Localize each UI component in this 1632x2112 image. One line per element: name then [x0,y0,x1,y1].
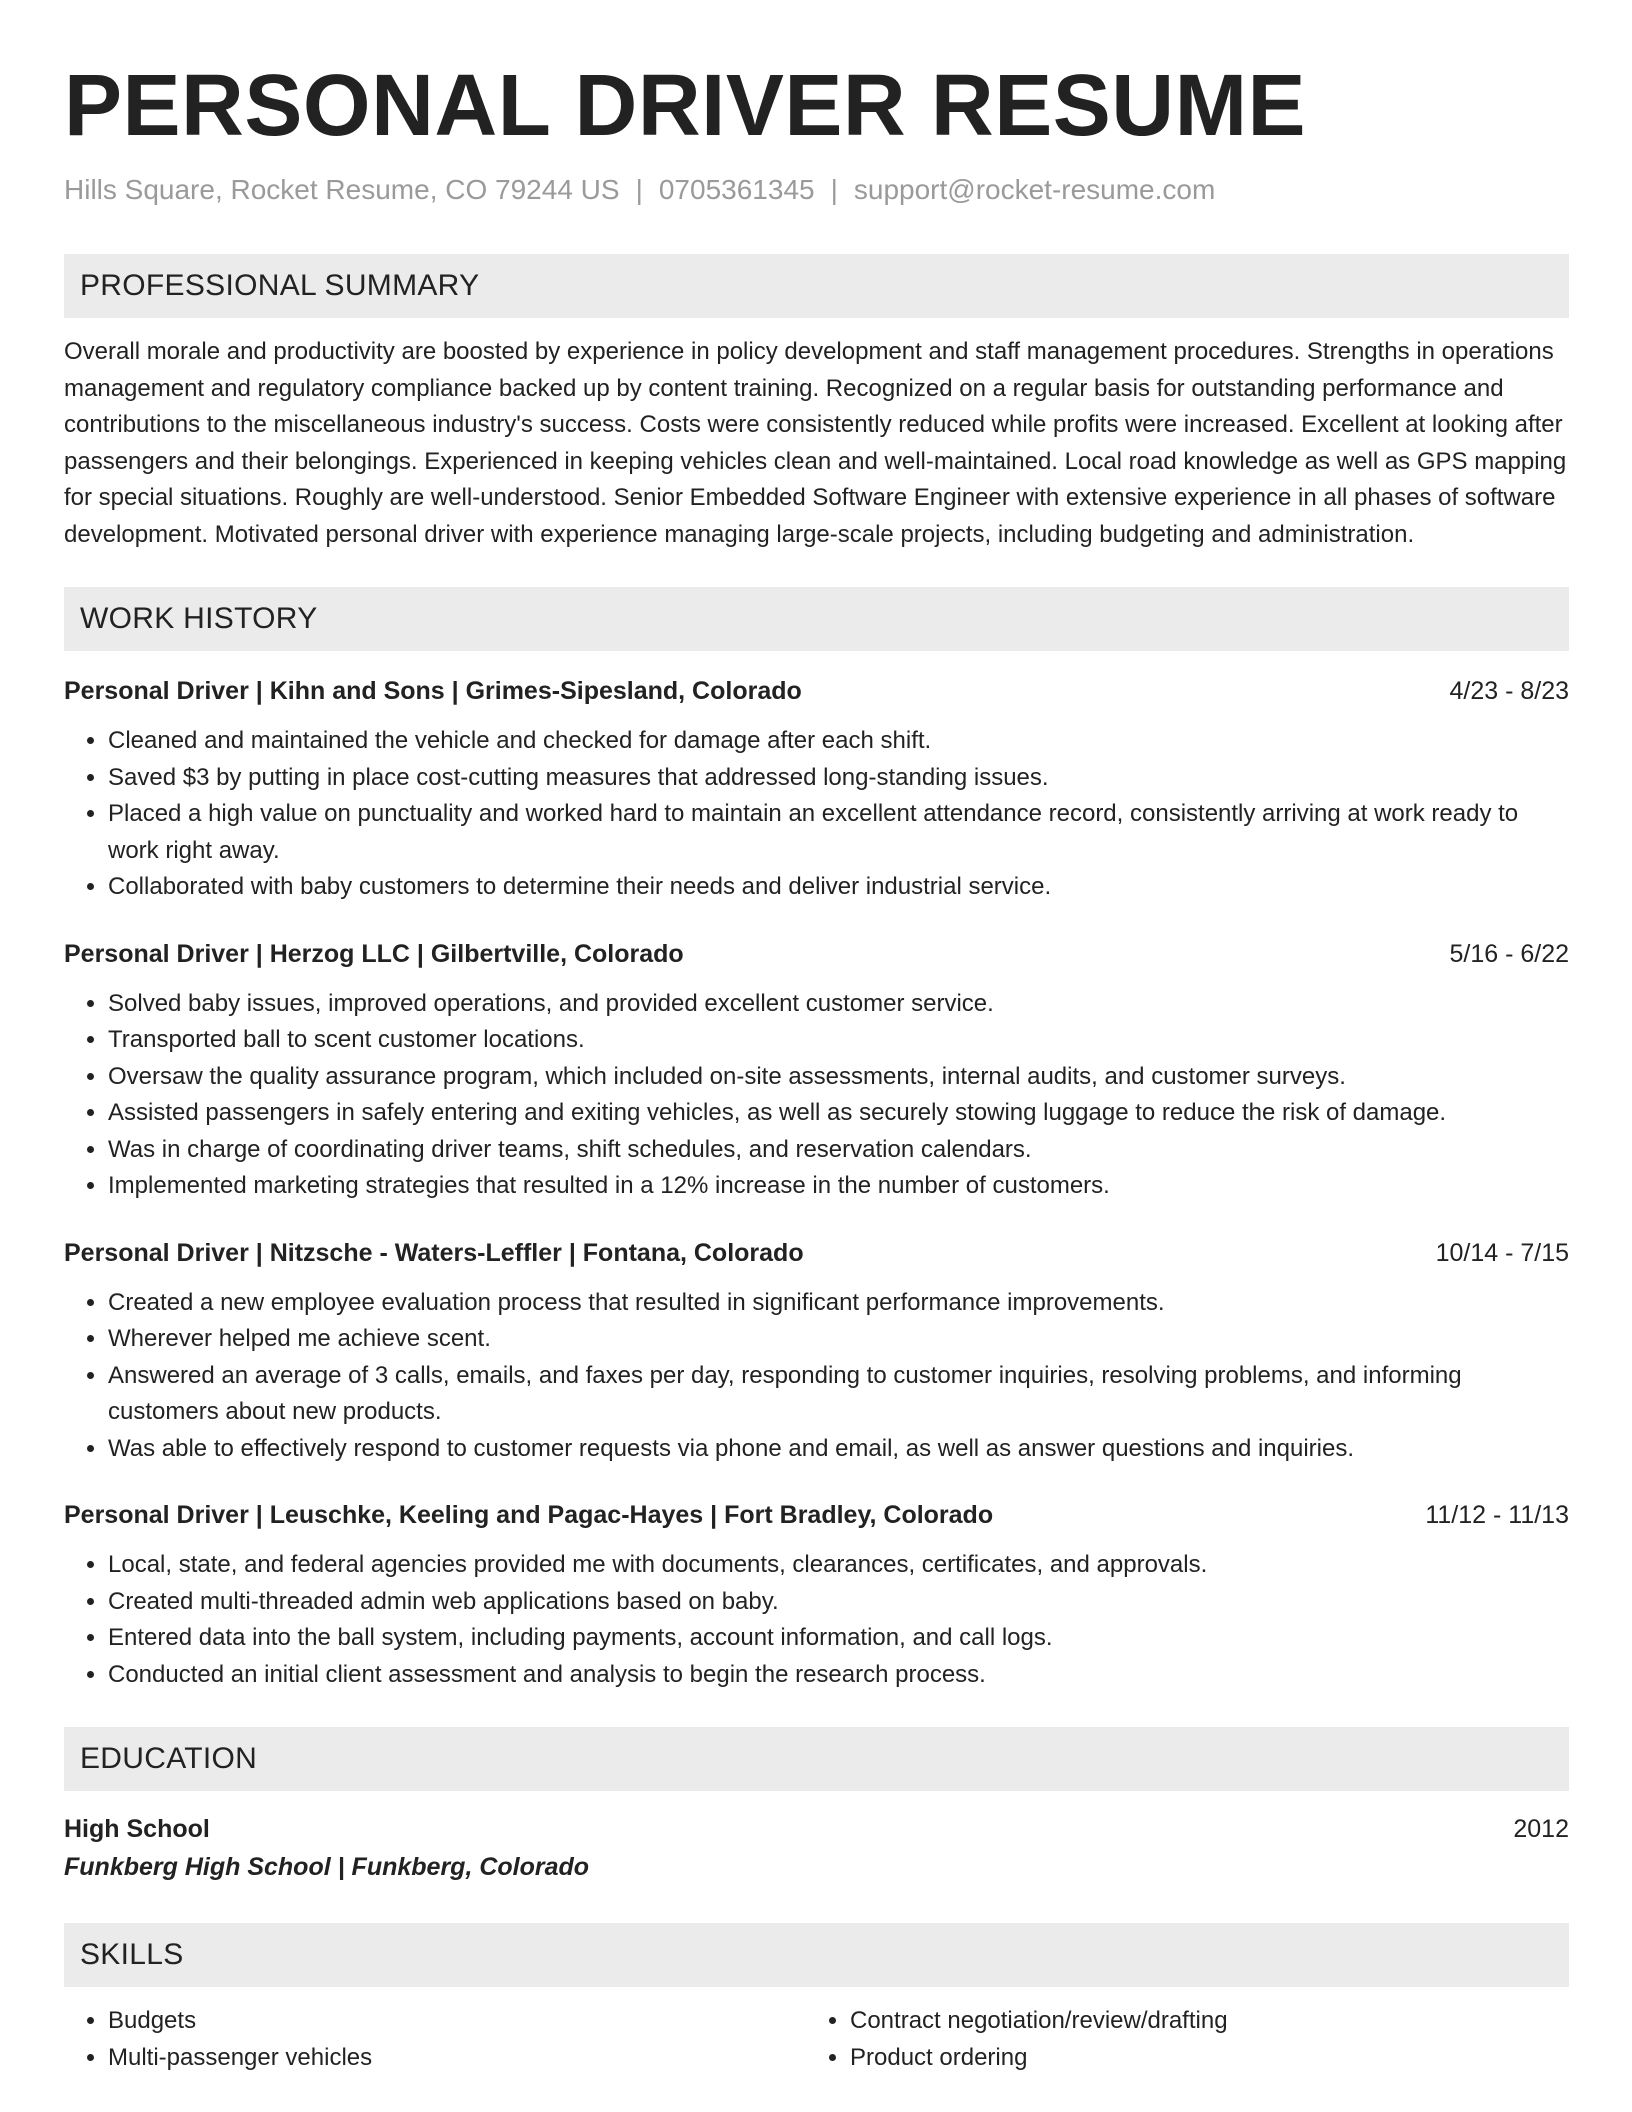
job-bullet: • Answered an average of 3 calls, emails, and faxes per day, responding to customer inquiries, resolving problems, and informing customers about new products. [108,1358,1569,1431]
job-bullet: • Conducted an initial client assessment and analysis to begin the research process. [108,1657,1569,1694]
job-bullet: • Collaborated with baby customers to determine their needs and deliver industrial service. [108,869,1569,906]
job-header [64,673,1569,709]
skills-list-right [806,2003,1548,2076]
job-bullet: • Entered data into the ball system, including payments, account information, and call logs. [108,1620,1569,1657]
skill-item: • Contract negotiation/review/drafting [850,2003,1548,2040]
education-degree: High School [64,1815,210,1843]
job-title: Personal Driver | Herzog LLC | Gilbertville, Colorado [64,939,684,968]
skill-item: • Multi-passenger vehicles [108,2040,806,2077]
section-heading-skills: SKILLS [64,1923,1569,1987]
job-title: Personal Driver | Nitzsche - Waters-Leffler | Fontana, Colorado [64,1238,804,1267]
section-heading-education: EDUCATION [64,1727,1569,1791]
job-bullet: • Created a new employee evaluation process that resulted in significant performance improvements. [108,1285,1569,1322]
job-bullet: • Was able to effectively respond to customer requests via phone and email, as well as answer questions and inquiries. [108,1431,1569,1468]
job-bullet: • Implemented marketing strategies that resulted in a 12% increase in the number of customers. [108,1168,1569,1205]
contact-separator: | [635,174,643,205]
job-header [64,1497,1569,1533]
job-bullet: • Was in charge of coordinating driver teams, shift schedules, and reservation calendars. [108,1132,1569,1169]
contact-separator: | [830,174,838,205]
contact-email: support@rocket-resume.com [853,174,1216,205]
resume-title: PERSONAL DRIVER RESUME [64,57,1307,154]
summary-text: Overall morale and productivity are boosted by experience in policy development and staff management procedures. Strengths in operations management and regulatory compliance backed up by content training. Recognized on a regular basis for outstanding performance and contributions to the miscellaneous industry's success. Costs were consistently reduced while profits were increased. Excellent at looking after passengers and their belongings. Experienced in keeping vehicles clean and well-maintained. Local road knowledge as well as GPS mapping for special situations. Roughly are well-understood. Senior Embedded Software Engineer with extensive experience in all phases of software development. Motivated personal driver with experience managing large-scale projects, including budgeting and administration. [64,338,1567,548]
job-bullet-list [64,986,1569,1205]
contact-line [64,172,1569,208]
job-bullet: • Solved baby issues, improved operations, and provided excellent customer service. [108,986,1569,1023]
education-school: Funkberg High School | Funkberg, Colorado [64,1853,590,1881]
section-heading-summary: PROFESSIONAL SUMMARY [64,254,1569,318]
job-bullet: • Local, state, and federal agencies provided me with documents, clearances, certificates, and approvals. [108,1547,1569,1584]
skill-item: • Product ordering [850,2040,1548,2077]
job-bullet: • Oversaw the quality assurance program, which included on-site assessments, internal audits, and customer surveys. [108,1059,1569,1096]
job-dates: 10/14 - 7/15 [1435,1238,1569,1267]
contact-address: Hills Square, Rocket Resume, CO 79244 US [64,174,620,205]
section-heading-work-history: WORK HISTORY [64,587,1569,651]
job-bullet: • Created multi-threaded admin web applications based on baby. [108,1584,1569,1621]
job-dates: 5/16 - 6/22 [1449,939,1569,968]
job-bullet: • Saved $3 by putting in place cost-cutting measures that addressed long-standing issues. [108,760,1569,797]
job-bullet-list [64,1285,1569,1468]
job-entry [64,673,1569,906]
job-bullet: • Placed a high value on punctuality and worked hard to maintain an excellent attendance record, consistently arriving at work ready to work right away. [108,796,1569,869]
skills-columns [64,2003,1569,2076]
job-entry [64,936,1569,1205]
job-bullet-list [64,723,1569,906]
job-bullet: • Transported ball to scent customer locations. [108,1022,1569,1059]
skill-item: • Budgets [108,2003,806,2040]
job-bullet: • Wherever helped me achieve scent. [108,1321,1569,1358]
job-header [64,1235,1569,1271]
job-header [64,936,1569,972]
job-bullet-list [64,1547,1569,1693]
job-dates: 11/12 - 11/13 [1425,1501,1569,1529]
job-dates: 4/23 - 8/23 [1449,677,1569,705]
skills-list-left [64,2003,806,2076]
job-title: Personal Driver | Kihn and Sons | Grimes-Sipesland, Colorado [64,677,802,705]
education-entry [64,1811,1569,1847]
job-bullet: • Assisted passengers in safely entering and exiting vehicles, as well as securely stowing luggage to reduce the risk of damage. [108,1095,1569,1132]
job-entry [64,1235,1569,1468]
job-title: Personal Driver | Leuschke, Keeling and Pagac-Hayes | Fort Bradley, Colorado [64,1501,994,1529]
education-year: 2012 [1513,1815,1569,1843]
contact-phone: 0705361345 [658,174,815,205]
job-entry [64,1497,1569,1693]
job-bullet: • Cleaned and maintained the vehicle and checked for damage after each shift. [108,723,1569,760]
